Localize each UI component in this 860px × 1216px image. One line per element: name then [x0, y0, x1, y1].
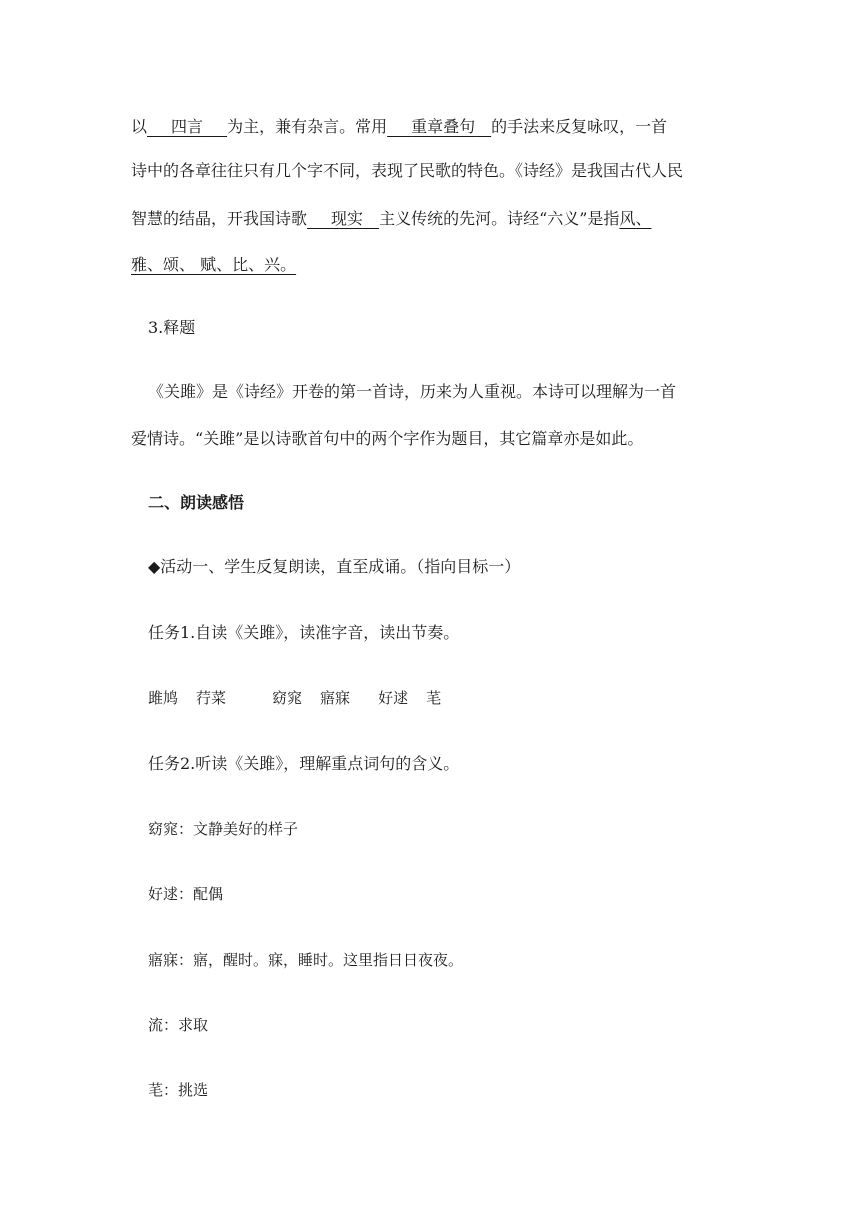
- poem-line-4: [131, 257, 296, 273]
- vocab-word: 好逑: [378, 689, 409, 707]
- underlined-answer: 风、: [619, 209, 652, 228]
- explanation-line-1: 《关雎》是《诗经》开卷的第一首诗，历来为人重视。本诗可以理解为一首: [148, 382, 677, 401]
- gloss-item: 流：求取: [148, 1016, 209, 1034]
- section-heading-3: 3.释题: [148, 318, 196, 337]
- explanation-line-2: 爱情诗。“关雎”是以诗歌首句中的两个字作为题目，其它篇章亦是如此。: [131, 429, 644, 448]
- poem-line-2: 诗中的各章往往只有几个字不同，表现了民歌的特色。《诗经》是我国古代人民: [131, 161, 684, 180]
- blank-answer-chongzhang: 重章叠句: [411, 117, 476, 136]
- task-1: 任务1.自读《关雎》，读准字音，读出节奏。: [148, 623, 460, 642]
- text: 以: [131, 117, 148, 136]
- task-2: 任务2.听读《关雎》，理解重点词句的含义。: [148, 754, 460, 773]
- activity-line: ◆活动一、学生反复朗读，直至成诵。（指向目标一）: [148, 557, 521, 576]
- poem-line-3: [131, 211, 651, 227]
- vocab-word: 芼: [426, 689, 442, 707]
- blank-answer-xianshi: 现实: [331, 209, 364, 228]
- poem-line-1: [131, 119, 667, 135]
- gloss-item: 窈窕：文静美好的样子: [148, 820, 299, 838]
- text: 的手法来反复咏叹，一首: [491, 117, 668, 136]
- vocab-word: 雎鸠: [148, 689, 179, 707]
- text: 主义传统的先河。诗经“六义”是指: [379, 209, 620, 228]
- part-heading-reading: 二、朗读感悟: [148, 493, 245, 512]
- vocab-word: 寤寐: [320, 689, 351, 707]
- vocab-word: 窈窕: [272, 689, 303, 707]
- gloss-item: 芼：挑选: [148, 1081, 209, 1099]
- gloss-item: 好逑：配偶: [148, 885, 224, 903]
- underlined-answer: 雅、颂、 赋、比、兴。: [131, 255, 297, 274]
- blank-answer-siyan: 四言: [171, 117, 204, 136]
- gloss-item: 寤寐：寤，醒时。寐，睡时。这里指日日夜夜。: [148, 951, 464, 969]
- text: 智慧的结晶，开我国诗歌: [131, 209, 308, 228]
- text: 为主，兼有杂言。常用: [227, 117, 388, 136]
- vocab-words: [148, 691, 441, 706]
- vocab-word: 荇菜: [196, 689, 227, 707]
